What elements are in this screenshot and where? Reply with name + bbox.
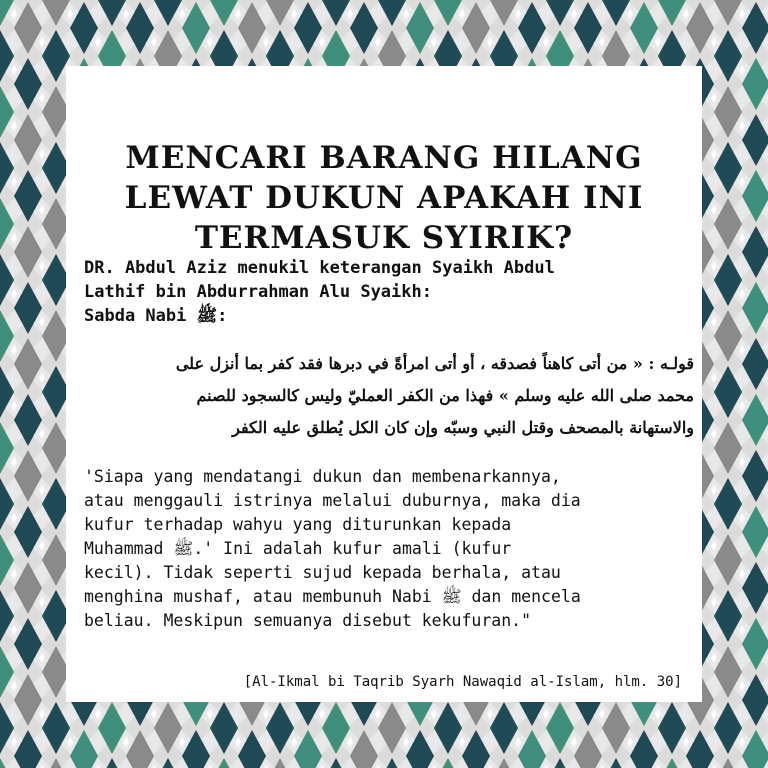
diamond-shape	[266, 0, 294, 26]
diamond-shape	[210, 758, 238, 768]
diamond-shape	[714, 142, 742, 194]
small-diamond-accent	[571, 9, 577, 19]
diamond-shape	[14, 562, 42, 614]
small-diamond-accent	[39, 653, 45, 663]
small-diamond-accent	[39, 373, 45, 383]
small-diamond-accent	[431, 709, 437, 719]
diamond-shape	[434, 758, 462, 768]
small-diamond-accent	[207, 37, 213, 47]
diamond-shape	[322, 0, 350, 26]
small-diamond-accent	[627, 9, 633, 19]
small-diamond-accent	[39, 37, 45, 47]
diamond-shape	[266, 702, 294, 754]
diamond-shape	[14, 394, 42, 446]
small-diamond-accent	[11, 457, 17, 467]
diamond-shape	[742, 58, 768, 110]
small-diamond-accent	[711, 485, 717, 495]
small-diamond-accent	[11, 401, 17, 411]
intro-line-1: DR. Abdul Aziz menukil keterangan Syaikh Abdul	[84, 258, 555, 278]
small-diamond-accent	[39, 261, 45, 271]
diamond-shape	[42, 702, 70, 754]
small-diamond-accent	[739, 65, 745, 75]
diamond-shape	[742, 114, 768, 166]
diamond-shape	[406, 730, 434, 768]
diamond-shape	[518, 730, 546, 768]
diamond-shape	[742, 226, 768, 278]
small-diamond-accent	[739, 457, 745, 467]
diamond-shape	[462, 2, 490, 54]
diamond-shape	[238, 2, 266, 54]
small-diamond-accent	[571, 737, 577, 747]
diamond-shape	[714, 590, 742, 642]
diamond-shape	[378, 758, 406, 768]
small-diamond-accent	[739, 177, 745, 187]
diamond-shape	[742, 618, 768, 670]
small-diamond-accent	[11, 681, 17, 691]
small-diamond-accent	[11, 513, 17, 523]
small-diamond-accent	[739, 401, 745, 411]
small-diamond-accent	[347, 737, 353, 747]
diamond-shape	[490, 702, 518, 754]
diamond-shape	[0, 758, 14, 768]
diamond-shape	[434, 0, 462, 26]
diamond-shape	[742, 674, 768, 726]
small-diamond-accent	[11, 233, 17, 243]
diamond-shape	[378, 0, 406, 26]
source-citation: [Al-Ikmal bi Taqrib Syarh Nawaqid al-Islam, hlm. 30]	[243, 674, 682, 690]
diamond-shape	[14, 618, 42, 670]
small-diamond-accent	[403, 737, 409, 747]
small-diamond-accent	[487, 37, 493, 47]
small-diamond-accent	[123, 9, 129, 19]
small-diamond-accent	[459, 9, 465, 19]
small-diamond-accent	[11, 9, 17, 19]
arabic-quote	[76, 348, 694, 444]
diamond-shape	[742, 2, 768, 54]
small-diamond-accent	[711, 429, 717, 439]
small-diamond-accent	[711, 709, 717, 719]
small-diamond-accent	[95, 37, 101, 47]
small-diamond-accent	[39, 93, 45, 103]
diamond-shape	[462, 730, 490, 768]
diamond-shape	[714, 0, 742, 26]
arabic-line-1: قولـه : « من أتى كاهناً فصدقه ، أو أتى امرأةً في دبرها فقد كفر بما أنزل على	[175, 354, 694, 373]
diamond-shape	[714, 702, 742, 754]
diamond-shape	[658, 702, 686, 754]
small-diamond-accent	[207, 709, 213, 719]
small-diamond-accent	[67, 737, 73, 747]
small-diamond-accent	[11, 737, 17, 747]
diamond-shape	[294, 730, 322, 768]
diamond-shape	[546, 702, 574, 754]
diamond-shape	[0, 702, 14, 754]
diamond-shape	[406, 2, 434, 54]
diamond-shape	[154, 758, 182, 768]
small-diamond-accent	[739, 513, 745, 523]
diamond-shape	[714, 758, 742, 768]
translation-line-3: kufur terhadap wahyu yang diturunkan kepada	[84, 515, 512, 534]
small-diamond-accent	[711, 317, 717, 327]
diamond-shape	[0, 646, 14, 698]
small-diamond-accent	[263, 709, 269, 719]
diamond-shape	[14, 170, 42, 222]
diamond-shape	[0, 30, 14, 82]
small-diamond-accent	[739, 233, 745, 243]
small-diamond-accent	[711, 205, 717, 215]
small-diamond-accent	[39, 541, 45, 551]
diamond-shape	[742, 338, 768, 390]
small-diamond-accent	[11, 289, 17, 299]
diamond-shape	[714, 534, 742, 586]
title-line-3: TERMASUK SYIRIK?	[194, 220, 574, 256]
title-line-1: MENCARI BARANG HILANG	[125, 140, 643, 176]
title-line-2: LEWAT DUKUN APAKAH INI	[124, 180, 644, 216]
diamond-shape	[14, 674, 42, 726]
diamond-shape	[14, 282, 42, 334]
diamond-shape	[0, 310, 14, 362]
arabic-line-2: محمد صلى الله عليه وسلم » فهذا من الكفر العمليّ وليس كالسجود للصنم	[196, 386, 694, 405]
small-diamond-accent	[151, 37, 157, 47]
diamond-shape	[238, 730, 266, 768]
diamond-shape	[602, 702, 630, 754]
small-diamond-accent	[375, 709, 381, 719]
small-diamond-accent	[39, 429, 45, 439]
small-diamond-accent	[179, 9, 185, 19]
small-diamond-accent	[711, 373, 717, 383]
small-diamond-accent	[487, 709, 493, 719]
diamond-shape	[378, 702, 406, 754]
diamond-shape	[630, 2, 658, 54]
diamond-shape	[14, 506, 42, 558]
diamond-shape	[210, 0, 238, 26]
small-diamond-accent	[39, 709, 45, 719]
diamond-shape	[350, 2, 378, 54]
small-diamond-accent	[319, 37, 325, 47]
diamond-shape	[742, 170, 768, 222]
small-diamond-accent	[459, 737, 465, 747]
diamond-shape	[98, 0, 126, 26]
diamond-shape	[154, 0, 182, 26]
small-diamond-accent	[711, 93, 717, 103]
small-diamond-accent	[739, 681, 745, 691]
page-title	[66, 98, 702, 258]
diamond-shape	[714, 422, 742, 474]
small-diamond-accent	[739, 9, 745, 19]
diamond-shape	[322, 702, 350, 754]
diamond-shape	[490, 758, 518, 768]
diamond-shape	[350, 730, 378, 768]
small-diamond-accent	[39, 205, 45, 215]
small-diamond-accent	[235, 737, 241, 747]
diamond-shape	[0, 478, 14, 530]
translation-line-5: kecil). Tidak seperti sujud kepada berhala, atau	[84, 563, 561, 582]
content-card	[66, 66, 702, 702]
small-diamond-accent	[403, 9, 409, 19]
diamond-shape	[742, 562, 768, 614]
small-diamond-accent	[655, 709, 661, 719]
diamond-shape	[126, 730, 154, 768]
intro-line-3: Sabda Nabi ﷺ:	[84, 306, 228, 326]
small-diamond-accent	[39, 317, 45, 327]
small-diamond-accent	[711, 149, 717, 159]
small-diamond-accent	[711, 261, 717, 271]
diamond-shape	[546, 0, 574, 26]
translation-line-1: 'Siapa yang mendatangi dukun dan membenarkannya,	[84, 467, 561, 486]
small-diamond-accent	[39, 485, 45, 495]
small-diamond-accent	[543, 709, 549, 719]
translation-line-2: atau menggauli istrinya melalui duburnya, maka dia	[84, 491, 581, 510]
diamond-shape	[714, 86, 742, 138]
diamond-shape	[714, 254, 742, 306]
translation-line-6: menghina mushaf, atau membunuh Nabi ﷺ dan mencela	[84, 587, 581, 606]
diamond-shape	[14, 226, 42, 278]
diamond-shape	[0, 590, 14, 642]
diamond-shape	[14, 2, 42, 54]
small-diamond-accent	[711, 37, 717, 47]
diamond-shape	[714, 478, 742, 530]
diamond-shape	[546, 758, 574, 768]
diamond-shape	[0, 142, 14, 194]
small-diamond-accent	[375, 37, 381, 47]
small-diamond-accent	[123, 737, 129, 747]
diamond-shape	[42, 0, 70, 26]
small-diamond-accent	[599, 37, 605, 47]
small-diamond-accent	[739, 345, 745, 355]
small-diamond-accent	[431, 37, 437, 47]
diamond-shape	[266, 758, 294, 768]
diamond-shape	[182, 2, 210, 54]
diamond-shape	[210, 702, 238, 754]
diamond-shape	[686, 2, 714, 54]
small-diamond-accent	[11, 345, 17, 355]
translation-line-4: Muhammad ﷺ.' Ini adalah kufur amali (kufur	[84, 539, 512, 558]
diamond-shape	[70, 730, 98, 768]
small-diamond-accent	[515, 737, 521, 747]
small-diamond-accent	[739, 121, 745, 131]
small-diamond-accent	[627, 737, 633, 747]
small-diamond-accent	[11, 177, 17, 187]
small-diamond-accent	[319, 709, 325, 719]
diamond-shape	[154, 702, 182, 754]
small-diamond-accent	[67, 9, 73, 19]
diamond-shape	[714, 198, 742, 250]
diamond-shape	[14, 58, 42, 110]
diamond-shape	[490, 0, 518, 26]
small-diamond-accent	[179, 737, 185, 747]
diamond-shape	[14, 450, 42, 502]
diamond-shape	[742, 394, 768, 446]
diamond-shape	[602, 758, 630, 768]
diamond-shape	[0, 422, 14, 474]
diamond-shape	[42, 758, 70, 768]
small-diamond-accent	[543, 37, 549, 47]
small-diamond-accent	[655, 37, 661, 47]
diamond-shape	[126, 2, 154, 54]
diamond-shape	[14, 730, 42, 768]
translation-text	[84, 465, 696, 633]
diamond-shape	[658, 0, 686, 26]
small-diamond-accent	[599, 709, 605, 719]
diamond-shape	[742, 506, 768, 558]
small-diamond-accent	[347, 9, 353, 19]
diamond-shape	[0, 366, 14, 418]
diamond-shape	[294, 2, 322, 54]
translation-line-7: beliau. Meskipun semuanya disebut kekufuran."	[84, 611, 532, 630]
diamond-shape	[98, 758, 126, 768]
small-diamond-accent	[515, 9, 521, 19]
diamond-shape	[742, 450, 768, 502]
intro-text	[84, 256, 694, 328]
diamond-shape	[70, 2, 98, 54]
small-diamond-accent	[739, 625, 745, 635]
diamond-shape	[742, 282, 768, 334]
small-diamond-accent	[235, 9, 241, 19]
small-diamond-accent	[11, 121, 17, 131]
small-diamond-accent	[739, 569, 745, 579]
diamond-shape	[14, 338, 42, 390]
arabic-line-3: والاستهانة بالمصحف وقتل النبي وسبّه وإن كان الكل يُطلق عليه الكفر	[232, 418, 694, 437]
small-diamond-accent	[683, 737, 689, 747]
small-diamond-accent	[291, 9, 297, 19]
intro-line-2: Lathif bin Abdurrahman Alu Syaikh:	[84, 282, 432, 302]
diamond-shape	[182, 730, 210, 768]
diamond-shape	[434, 702, 462, 754]
small-diamond-accent	[263, 37, 269, 47]
small-diamond-accent	[711, 653, 717, 663]
diamond-shape	[686, 730, 714, 768]
small-diamond-accent	[11, 569, 17, 579]
small-diamond-accent	[739, 737, 745, 747]
diamond-shape	[658, 758, 686, 768]
diamond-shape	[0, 534, 14, 586]
diamond-shape	[742, 730, 768, 768]
diamond-shape	[0, 86, 14, 138]
small-diamond-accent	[151, 709, 157, 719]
diamond-shape	[518, 2, 546, 54]
small-diamond-accent	[291, 737, 297, 747]
diamond-shape	[714, 366, 742, 418]
small-diamond-accent	[11, 625, 17, 635]
small-diamond-accent	[739, 289, 745, 299]
diamond-shape	[14, 114, 42, 166]
small-diamond-accent	[39, 597, 45, 607]
small-diamond-accent	[711, 541, 717, 551]
diamond-shape	[98, 702, 126, 754]
diamond-shape	[0, 198, 14, 250]
diamond-shape	[0, 254, 14, 306]
diamond-shape	[630, 730, 658, 768]
diamond-shape	[714, 310, 742, 362]
diamond-shape	[574, 730, 602, 768]
diamond-shape	[322, 758, 350, 768]
diamond-shape	[602, 0, 630, 26]
small-diamond-accent	[95, 709, 101, 719]
diamond-shape	[574, 2, 602, 54]
small-diamond-accent	[39, 149, 45, 159]
diamond-shape	[714, 646, 742, 698]
small-diamond-accent	[711, 597, 717, 607]
small-diamond-accent	[683, 9, 689, 19]
diamond-shape	[714, 30, 742, 82]
small-diamond-accent	[11, 65, 17, 75]
